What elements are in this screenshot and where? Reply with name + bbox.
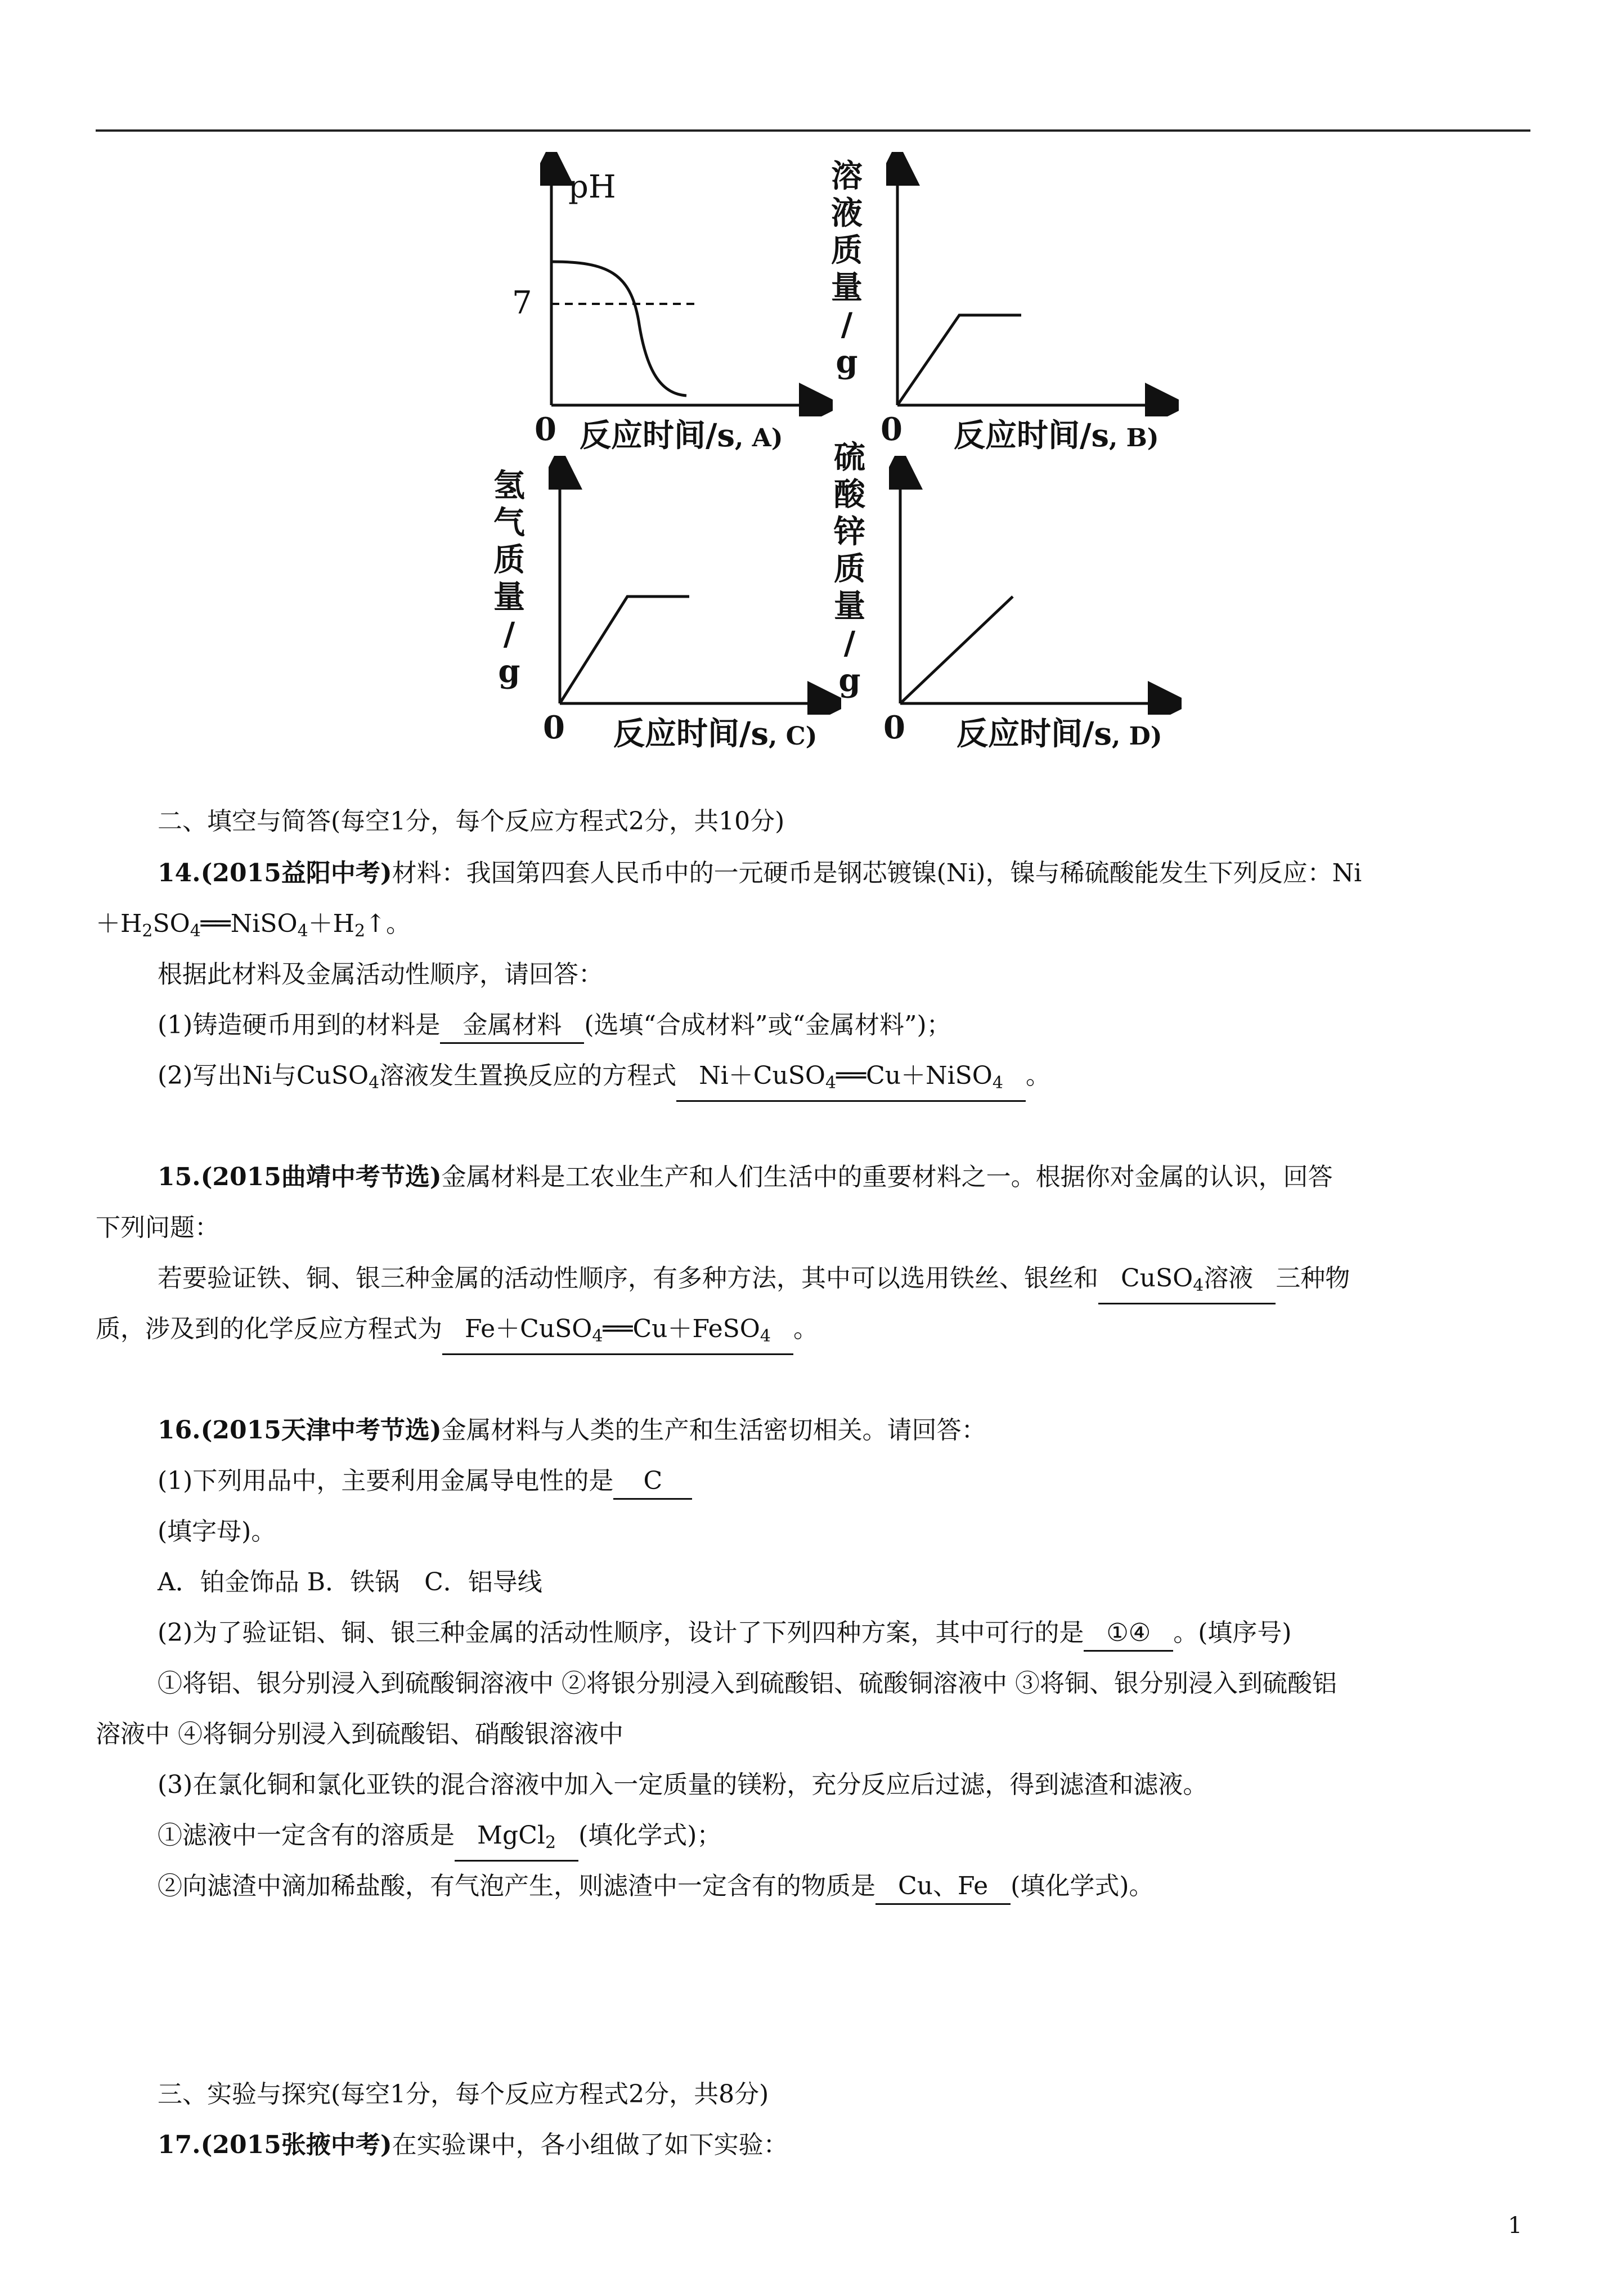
graph-c — [493, 456, 841, 752]
q16-part3a: ①滤液中一定含有的溶质是 MgCl$_2$ (填化学式)； — [158, 1819, 721, 1862]
q15-answer2: Fe＋CuSO$_4$══Cu＋FeSO$_4$ — [442, 1312, 793, 1355]
graph-a-curve — [551, 262, 686, 396]
graph-c-origin: 0 — [543, 709, 565, 746]
q16-part3a-answer: MgCl$_2$ — [455, 1819, 578, 1862]
q16-part3: (3)在氯化铜和氯化亚铁的混合溶液中加入一定质量的镁粉，充分反应后过滤，得到滤渣和滤液。 — [158, 1770, 1208, 1799]
graph-b-plot — [886, 152, 1179, 416]
q16-part1: (1)下列用品中，主要利用金属导电性的是 C — [158, 1464, 692, 1500]
graph-d-origin: 0 — [883, 709, 905, 746]
graph-c-y-label: 氢 气 质 量 / g — [493, 467, 525, 690]
q16-part2: (2)为了验证铝、铜、银三种金属的活动性顺序，设计了下列四种方案，其中可行的是 ①④ 。(填序号) — [158, 1616, 1292, 1652]
page-number: 1 — [1508, 2213, 1523, 2239]
q16-schemes-line1: ①将铝、银分别浸入到硫酸铜溶液中 ②将银分别浸入到硫酸铝、硫酸铜溶液中 ③将铜、银分别浸入到硫酸铝 — [158, 1669, 1337, 1698]
graph-c-plot — [549, 456, 841, 715]
q16-number: 16. — [158, 1416, 201, 1445]
q14-intro: 根据此材料及金属活动性顺序，请回答： — [158, 960, 603, 989]
q15-answer1: CuSO$_4$溶液 — [1098, 1262, 1276, 1304]
q16-part1-note: (填字母)。 — [158, 1517, 276, 1546]
q15-line2: 下列问题： — [96, 1213, 219, 1242]
q14-part2: (2)写出Ni与CuSO$_4$溶液发生置换反应的方程式 Ni＋CuSO$_4$══Cu＋NiSO$_4$ 。 — [158, 1059, 1050, 1102]
q16-part3b-answer: Cu、Fe — [875, 1869, 1011, 1905]
q16-part2-answer: ①④ — [1084, 1616, 1173, 1652]
graph-d-x-label: 反应时间/s, D) — [957, 715, 1162, 752]
graph-a-y-tick: 7 — [512, 285, 532, 321]
q16-options: A．铂金饰品 B．铁锅 C．铝导线 — [158, 1568, 542, 1597]
q14-source: (2015益阳中考) — [200, 859, 392, 887]
graph-b-y-label: 溶 液 质 量 / g — [831, 158, 863, 380]
q14-line1: 14.(2015益阳中考)材料：我国第四套人民币中的一元硬币是钢芯镀镍(Ni)，镍与稀硫酸能发生下列反应：Ni — [158, 859, 1362, 887]
graph-b — [831, 152, 1179, 454]
graph-a-origin: 0 — [535, 411, 556, 448]
section2-heading: 二、填空与简答(每空1分，每个反应方程式2分，共10分) — [158, 807, 785, 836]
graph-b-origin: 0 — [881, 411, 902, 448]
q17-line1: 17.(2015张掖中考)在实验课中，各小组做了如下实验： — [158, 2131, 788, 2159]
graph-d-line — [900, 597, 1013, 703]
graph-c-line — [560, 597, 689, 703]
graph-d-plot — [889, 456, 1182, 715]
graph-b-x-label: 反应时间/s, B) — [954, 417, 1159, 454]
q16-source: (2015天津中考节选) — [200, 1416, 442, 1445]
q14-part2-answer: Ni＋CuSO$_4$══Cu＋NiSO$_4$ — [676, 1059, 1026, 1102]
q15-line3: 若要验证铁、铜、银三种金属的活动性顺序，有多种方法，其中可以选用铁丝、银丝和 CuSO$_4$溶液 三种物 — [158, 1262, 1350, 1304]
graph-a — [512, 152, 833, 454]
graph-a-y-label: pH — [568, 169, 616, 205]
q17-source: (2015张掖中考) — [200, 2131, 392, 2159]
q14-part1: (1)铸造硬币用到的材料是 金属材料 (选填“合成材料”或“金属材料”)； — [158, 1008, 951, 1044]
q15-source: (2015曲靖中考节选) — [200, 1163, 442, 1191]
graph-d-y-label: 硫 酸 锌 质 量 / g — [834, 439, 865, 699]
section3-heading: 三、实验与探究(每空1分，每个反应方程式2分，共8分) — [158, 2080, 769, 2109]
q14-number: 14. — [158, 859, 201, 887]
graph-a-x-label: 反应时间/s, A) — [580, 417, 783, 454]
q17-number: 17. — [158, 2131, 201, 2159]
q16-part3b: ②向滤渣中滴加稀盐酸，有气泡产生，则滤渣中一定含有的物质是 Cu、Fe (填化学式)。 — [158, 1869, 1154, 1905]
q15-number: 15. — [158, 1163, 201, 1191]
q15-line1: 15.(2015曲靖中考节选)金属材料是工农业生产和人们生活中的重要材料之一。根据你对金属的认识，回答 — [158, 1163, 1333, 1191]
q16-line1: 16.(2015天津中考节选)金属材料与人类的生产和生活密切相关。请回答： — [158, 1416, 986, 1445]
header-rule — [96, 129, 1530, 132]
q14-part1-answer: 金属材料 — [440, 1008, 584, 1044]
q16-part1-answer: C — [613, 1464, 692, 1500]
graph-c-x-label: 反应时间/s, C) — [613, 715, 818, 752]
q15-line4: 质，涉及到的化学反应方程式为 Fe＋CuSO$_4$══Cu＋FeSO$_4$ 。 — [96, 1312, 818, 1355]
graph-b-line — [897, 315, 1021, 405]
q16-schemes-line2: 溶液中 ④将铜分别浸入到硫酸铝、硝酸银溶液中 — [96, 1720, 623, 1748]
q14-equation: $+H_2SO_4══NiSO_4+H_2↑$。 — [96, 909, 411, 941]
graph-d — [834, 439, 1182, 752]
